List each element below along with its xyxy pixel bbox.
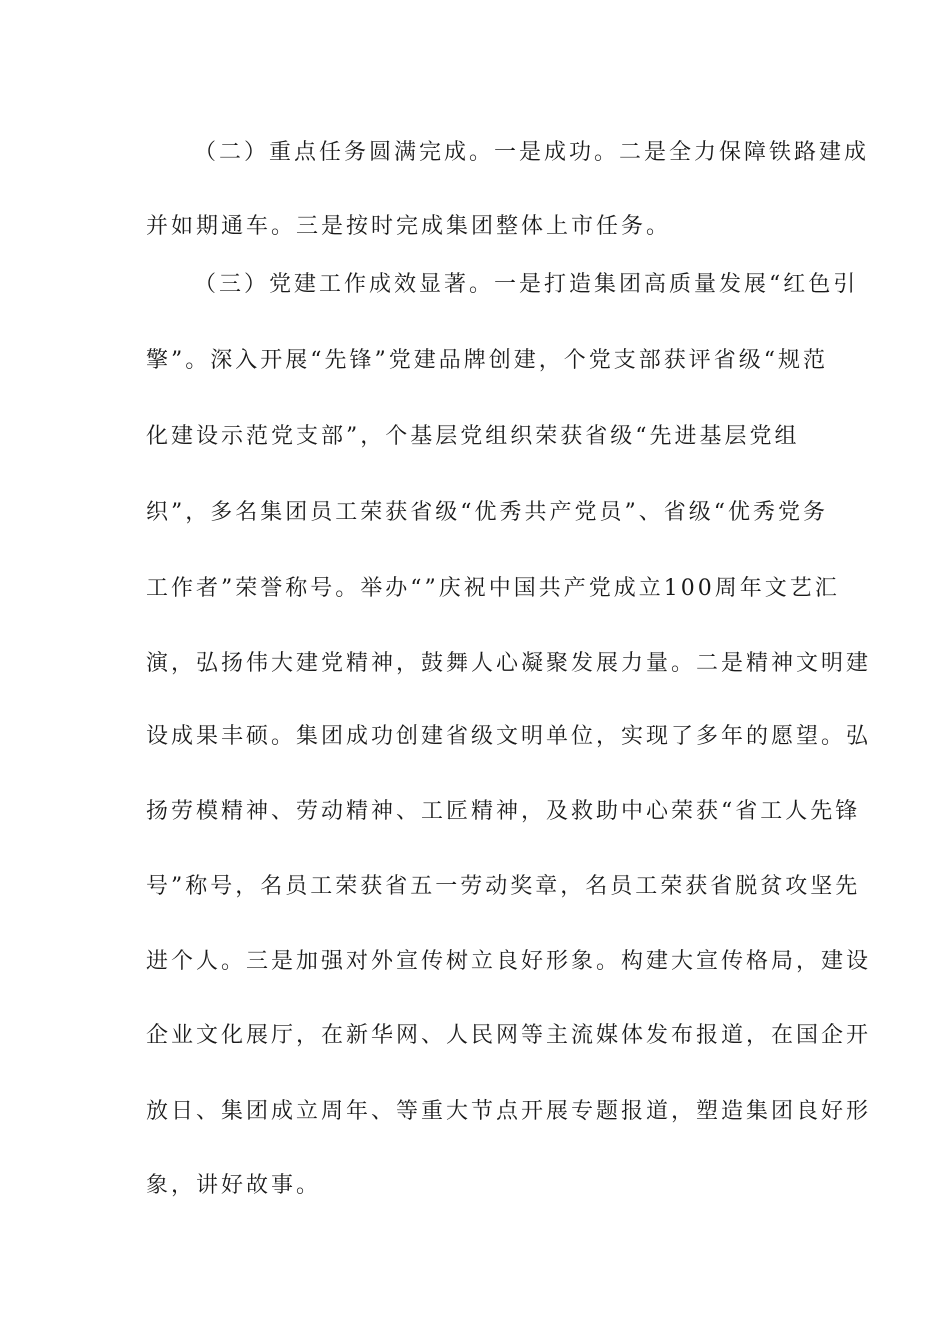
paragraph-3-line-8: 扬劳模精神、劳动精神、工匠精神，及救助中心荣获“省工人先锋 [146, 799, 861, 824]
paragraph-3-line-2: 擎”。深入开展“先锋”党建品牌创建，个党支部获评省级“规范 [146, 348, 828, 373]
paragraph-3-line-10: 进个人。三是加强对外宣传树立良好形象。构建大宣传格局，建设 [146, 949, 872, 974]
paragraph-2-heading-line: （二）重点任务圆满完成。一是成功。二是全力保障铁路建成 [194, 140, 870, 165]
paragraph-3-line-4: 织”，多名集团员工荣获省级“优秀共产党员”、省级“优秀党务 [146, 500, 828, 525]
paragraph-3-line-5: 工作者”荣誉称号。举办“”庆祝中国共产党成立100周年文艺汇 [146, 576, 840, 601]
paragraph-3-line-11: 企业文化展厅，在新华网、人民网等主流媒体发布报道，在国企开 [146, 1023, 872, 1048]
paragraph-3-line-13: 象，讲好故事。 [146, 1173, 322, 1198]
paragraph-3-line-9: 号”称号，名员工荣获省五一劳动奖章，名员工荣获省脱贫攻坚先 [146, 874, 861, 899]
paragraph-3-heading-line: （三）党建工作成效显著。一是打造集团高质量发展“红色引 [194, 272, 859, 297]
paragraph-3-line-6: 演，弘扬伟大建党精神，鼓舞人心凝聚发展力量。二是精神文明建 [146, 651, 872, 676]
paragraph-3-line-7: 设成果丰硕。集团成功创建省级文明单位，实现了多年的愿望。弘 [146, 724, 872, 749]
paragraph-2-line-2: 并如期通车。三是按时完成集团整体上市任务。 [146, 214, 672, 239]
paragraph-3-line-12: 放日、集团成立周年、等重大节点开展专题报道，塑造集团良好形 [146, 1099, 872, 1124]
paragraph-3-line-3: 化建设示范党支部”，个基层党组织荣获省级“先进基层党组 [146, 424, 800, 449]
